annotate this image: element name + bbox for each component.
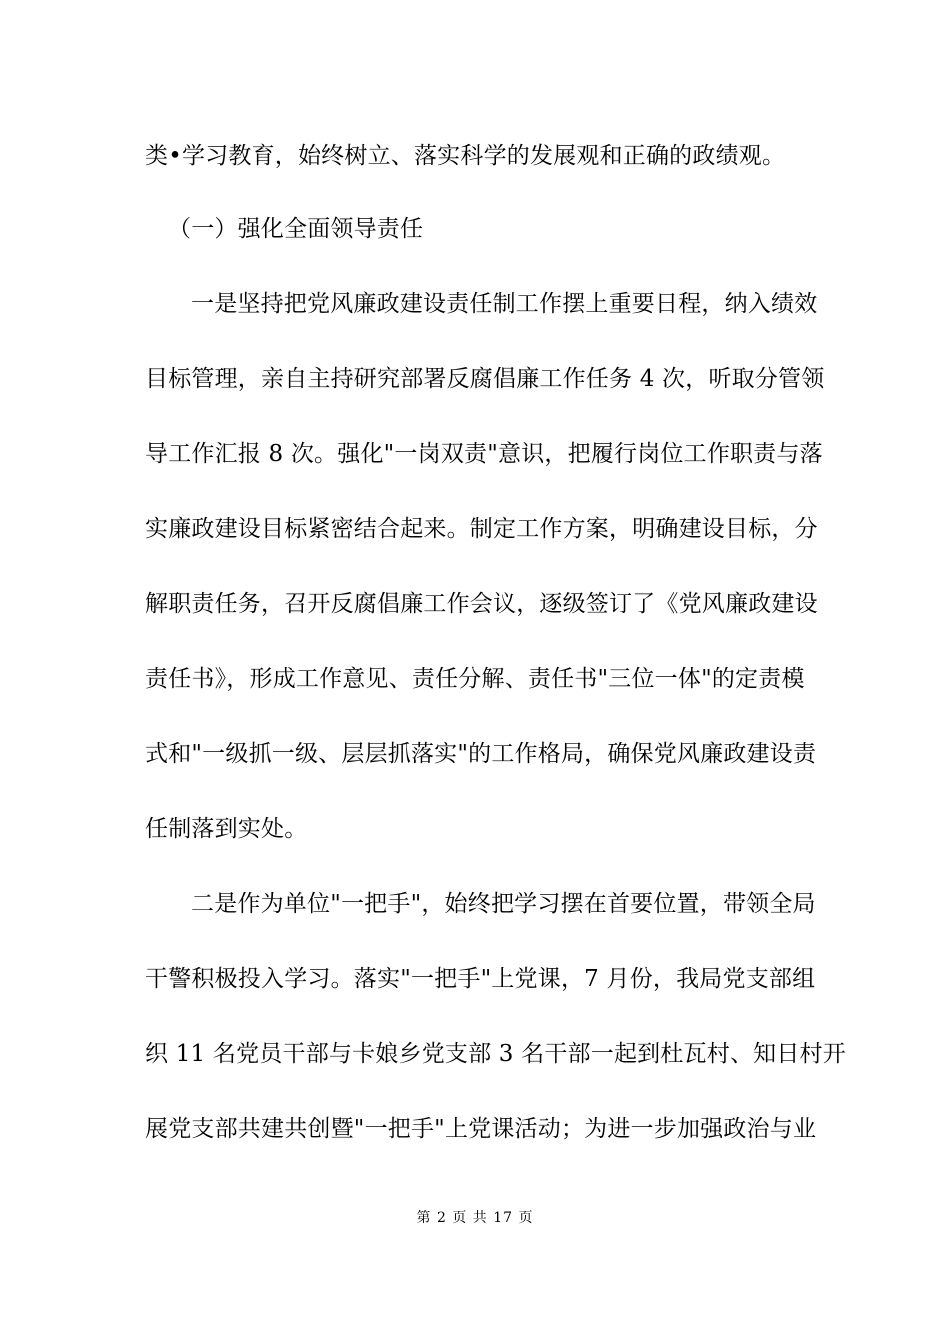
- text-line: 干警积极投入学习。落实"一把手"上党课，7 月份，我局党支部组: [145, 966, 816, 992]
- text-line: 展党支部共建共创暨"一把手"上党课活动；为进一步加强政治与业: [145, 1116, 817, 1142]
- page-number-footer: 第 2 页 共 17 页: [416, 1210, 534, 1226]
- text-line: 织 11 名党员干部与卡娘乡党支部 3 名干部一起到杜瓦村、知日村开: [145, 1041, 846, 1067]
- section-heading: （一）强化全面领导责任: [168, 216, 424, 242]
- text-line: 式和"一级抓一级、层层抓落实"的工作格局，确保党风廉政建设责: [145, 741, 817, 767]
- text-line: 目标管理，亲自主持研究部署反腐倡廉工作任务 4 次，听取分管领: [145, 366, 825, 392]
- text-line: 实廉政建设目标紧密结合起来。制定工作方案，明确建设目标，分: [145, 516, 818, 542]
- text-line: 一是坚持把党风廉政建设责任制工作摆上重要日程，纳入绩效: [191, 291, 818, 317]
- text-line: 责任书》，形成工作意见、责任分解、责任书"三位一体"的定责模: [145, 666, 805, 692]
- text-line: 二是作为单位"一把手"，始终把学习摆在首要位置，带领全局: [191, 891, 816, 917]
- text-line: 导工作汇报 8 次。强化"一岗双责"意识，把履行岗位工作职责与落: [145, 441, 823, 467]
- text-line: 任制落到实处。: [145, 816, 308, 842]
- text-line: 解职责任务，召开反腐倡廉工作会议，逐级签订了《党风廉政建设: [145, 591, 818, 617]
- text-line: 类•学习教育，始终树立、落实科学的发展观和正确的政绩观。: [145, 143, 786, 169]
